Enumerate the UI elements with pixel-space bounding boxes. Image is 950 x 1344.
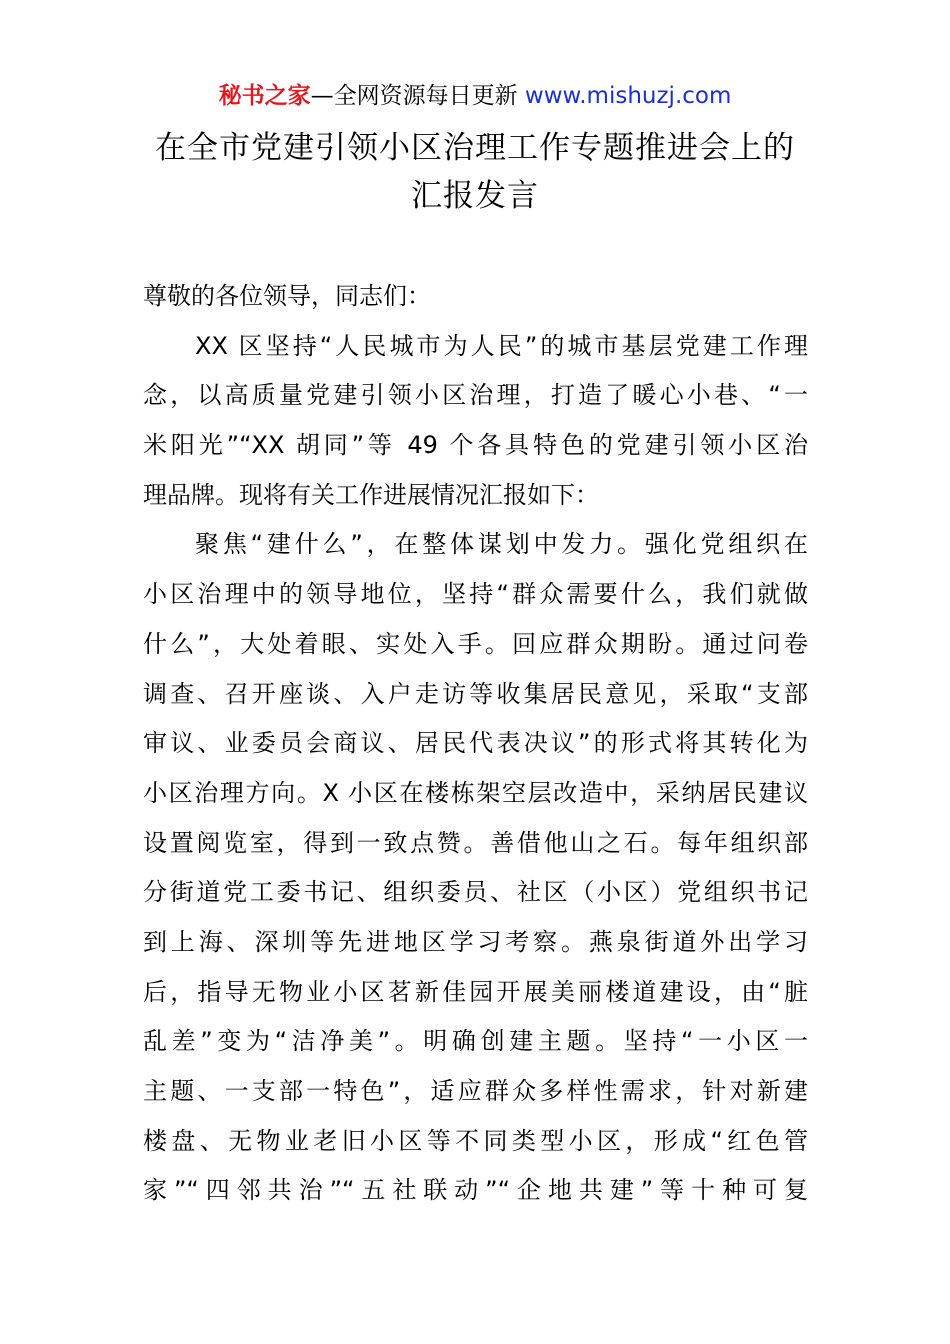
text-line: 乱差”变为“洁净美”。明确创建主题。坚持“一小区一 xyxy=(143,1027,808,1056)
text-line: 家”“四邻共治”“五社联动”“企地共建”等十种可复 xyxy=(143,1176,808,1205)
tagline: —全网资源每日更新 xyxy=(310,83,518,109)
text-line: 分街道党工委书记、组织委员、社区（小区）党组织书记 xyxy=(143,878,808,907)
salutation: 尊敬的各位领导，同志们： xyxy=(143,282,431,310)
text-line: 什么”，大处着眼、实处入手。回应群众期盼。通过问卷 xyxy=(143,629,808,658)
text-line: 理品牌。现将有关工作进展情况汇报如下： xyxy=(143,480,599,509)
text-line: 审议、业委员会商议、居民代表决议”的形式将其转化为 xyxy=(143,729,808,758)
text-line: 主题、一支部一特色”，适应群众多样性需求，针对新建 xyxy=(143,1077,808,1105)
document-body xyxy=(143,272,808,1216)
text-line: 聚焦“建什么”，在整体谋划中发力。强化党组织在 xyxy=(195,530,808,559)
title-line-1: 在全市党建引领小区治理工作专题推进会上的 xyxy=(155,130,795,166)
text-line: 调查、召开座谈、入户走访等收集居民意见，采取“支部 xyxy=(143,679,808,708)
title-line-2: 汇报发言 xyxy=(411,178,539,214)
site-url-link[interactable]: www.mishuzj.com xyxy=(524,83,732,109)
text-line: XX 区坚持“人民城市为人民”的城市基层党建工作理 xyxy=(195,331,808,360)
text-line: 到上海、深圳等先进地区学习考察。燕泉街道外出学习 xyxy=(143,927,808,956)
text-line: 小区治理中的领导地位，坚持“群众需要什么，我们就做 xyxy=(143,580,808,609)
text-line: 设置阅览室，得到一致点赞。善借他山之石。每年组织部 xyxy=(143,828,808,857)
document-title xyxy=(100,124,850,220)
brand-name: 秘书之家 xyxy=(218,83,311,109)
text-line: 念，以高质量党建引领小区治理，打造了暖心小巷、“一 xyxy=(143,381,808,410)
text-line: 楼盘、无物业老旧小区等不同类型小区，形成“红色管 xyxy=(143,1126,808,1155)
text-line: 米阳光”“XX 胡同”等 49 个各具特色的党建引领小区治 xyxy=(143,431,808,460)
site-header xyxy=(0,80,950,112)
text-line: 小区治理方向。X 小区在楼栋架空层改造中，采纳居民建议 xyxy=(143,778,808,807)
text-line: 后，指导无物业小区茗新佳园开展美丽楼道建设，由“脏 xyxy=(143,977,808,1006)
